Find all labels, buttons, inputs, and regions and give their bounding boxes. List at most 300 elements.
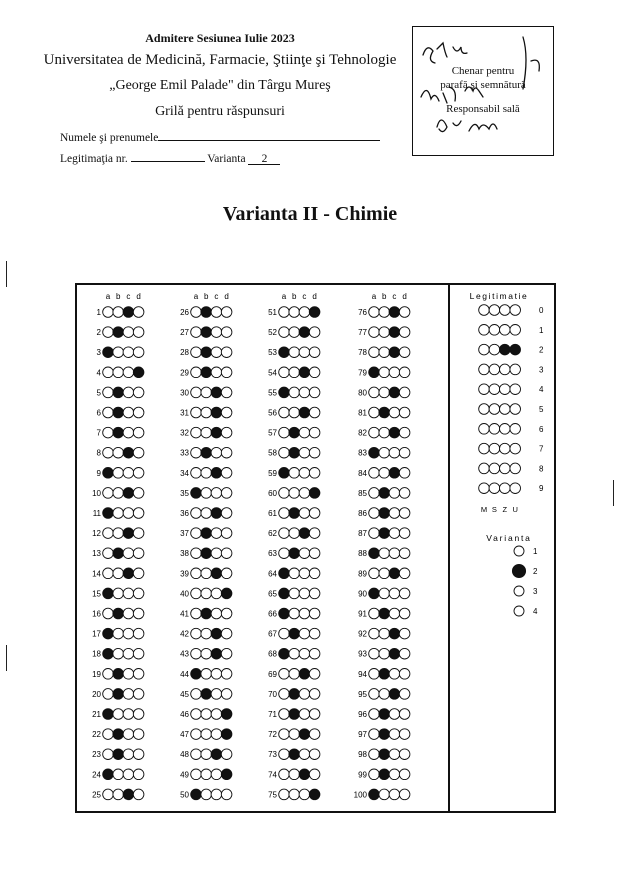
answer-bubble-q24-a[interactable] [103,769,114,780]
answer-bubble-q92-b[interactable] [379,628,390,639]
answer-bubble-q56-a[interactable] [279,407,290,418]
answer-bubble-q30-b[interactable] [201,387,212,398]
answer-bubble-q38-d[interactable] [221,548,232,559]
legitimatie-bubble-9-0[interactable] [479,483,490,494]
legitimatie-bubble-5-1[interactable] [489,404,500,415]
answer-bubble-q99-c[interactable] [389,769,400,780]
answer-bubble-q32-a[interactable] [191,427,202,438]
answer-bubble-q44-c[interactable] [211,669,222,680]
answer-bubble-q17-a[interactable] [103,628,114,639]
answer-bubble-q90-d[interactable] [399,588,410,599]
answer-bubble-q34-a[interactable] [191,468,202,479]
answer-bubble-q23-b[interactable] [113,749,124,760]
answer-bubble-q33-a[interactable] [191,447,202,458]
answer-bubble-q3-c[interactable] [123,347,134,358]
answer-bubble-q36-a[interactable] [191,508,202,519]
answer-bubble-q21-a[interactable] [103,709,114,720]
answer-bubble-q2-d[interactable] [133,327,144,338]
answer-bubble-q93-b[interactable] [379,648,390,659]
answer-bubble-q5-d[interactable] [133,387,144,398]
legitimatie-bubble-6-0[interactable] [479,424,490,435]
legitimatie-bubble-4-0[interactable] [479,384,490,395]
answer-bubble-q56-c[interactable] [299,407,310,418]
answer-bubble-q20-c[interactable] [123,689,134,700]
answer-bubble-q67-b[interactable] [289,628,300,639]
answer-bubble-q15-c[interactable] [123,588,134,599]
answer-bubble-q95-a[interactable] [369,689,380,700]
legitimatie-bubble-6-3[interactable] [510,424,521,435]
answer-bubble-q36-b[interactable] [201,508,212,519]
answer-bubble-q63-b[interactable] [289,548,300,559]
legitimatie-bubble-4-1[interactable] [489,384,500,395]
answer-bubble-q36-c[interactable] [211,508,222,519]
answer-bubble-q69-d[interactable] [309,669,320,680]
answer-bubble-q80-b[interactable] [379,387,390,398]
answer-bubble-q29-d[interactable] [221,367,232,378]
answer-bubble-q41-c[interactable] [211,608,222,619]
answer-bubble-q90-a[interactable] [369,588,380,599]
answer-bubble-q64-a[interactable] [279,568,290,579]
answer-bubble-q77-b[interactable] [379,327,390,338]
answer-bubble-q74-a[interactable] [279,769,290,780]
answer-bubble-q28-c[interactable] [211,347,222,358]
answer-bubble-q38-b[interactable] [201,548,212,559]
answer-bubble-q8-d[interactable] [133,447,144,458]
answer-bubble-q70-d[interactable] [309,689,320,700]
answer-bubble-q73-a[interactable] [279,749,290,760]
answer-bubble-q79-a[interactable] [369,367,380,378]
answer-bubble-q75-c[interactable] [299,789,310,800]
answer-bubble-q42-d[interactable] [221,628,232,639]
answer-bubble-q13-b[interactable] [113,548,124,559]
answer-bubble-q59-d[interactable] [309,468,320,479]
legitimatie-bubble-7-1[interactable] [489,443,500,454]
answer-bubble-q49-a[interactable] [191,769,202,780]
answer-bubble-q65-c[interactable] [299,588,310,599]
legitimatie-bubble-0-0[interactable] [479,305,490,316]
answer-bubble-q72-b[interactable] [289,729,300,740]
answer-bubble-q96-a[interactable] [369,709,380,720]
answer-bubble-q93-a[interactable] [369,648,380,659]
answer-bubble-q33-b[interactable] [201,447,212,458]
answer-bubble-q55-b[interactable] [289,387,300,398]
answer-bubble-q85-b[interactable] [379,488,390,499]
answer-bubble-q95-d[interactable] [399,689,410,700]
answer-bubble-q52-c[interactable] [299,327,310,338]
answer-bubble-q11-a[interactable] [103,508,114,519]
answer-bubble-q54-b[interactable] [289,367,300,378]
answer-bubble-q10-c[interactable] [123,488,134,499]
answer-bubble-q62-c[interactable] [299,528,310,539]
answer-bubble-q42-b[interactable] [201,628,212,639]
answer-bubble-q68-c[interactable] [299,648,310,659]
answer-bubble-q87-d[interactable] [399,528,410,539]
answer-bubble-q97-d[interactable] [399,729,410,740]
answer-bubble-q41-a[interactable] [191,608,202,619]
answer-bubble-q17-d[interactable] [133,628,144,639]
answer-bubble-q31-d[interactable] [221,407,232,418]
answer-bubble-q7-b[interactable] [113,427,124,438]
answer-bubble-q84-d[interactable] [399,468,410,479]
answer-bubble-q29-b[interactable] [201,367,212,378]
legitimatie-bubble-1-0[interactable] [479,325,490,336]
answer-bubble-q48-d[interactable] [221,749,232,760]
answer-bubble-q37-a[interactable] [191,528,202,539]
answer-bubble-q57-d[interactable] [309,427,320,438]
answer-bubble-q77-a[interactable] [369,327,380,338]
answer-bubble-q50-a[interactable] [191,789,202,800]
answer-bubble-q44-a[interactable] [191,669,202,680]
answer-bubble-q53-c[interactable] [299,347,310,358]
answer-bubble-q20-a[interactable] [103,689,114,700]
answer-bubble-q50-b[interactable] [201,789,212,800]
answer-bubble-q76-d[interactable] [399,307,410,318]
answer-bubble-q64-d[interactable] [309,568,320,579]
answer-bubble-q51-a[interactable] [279,307,290,318]
answer-bubble-q48-a[interactable] [191,749,202,760]
answer-bubble-q37-c[interactable] [211,528,222,539]
answer-bubble-q11-d[interactable] [133,508,144,519]
answer-bubble-q73-c[interactable] [299,749,310,760]
answer-bubble-q31-b[interactable] [201,407,212,418]
answer-bubble-q17-c[interactable] [123,628,134,639]
answer-bubble-q13-d[interactable] [133,548,144,559]
answer-bubble-q31-c[interactable] [211,407,222,418]
answer-bubble-q23-a[interactable] [103,749,114,760]
answer-bubble-q82-c[interactable] [389,427,400,438]
answer-bubble-q6-a[interactable] [103,407,114,418]
answer-bubble-q43-d[interactable] [221,648,232,659]
answer-bubble-q67-d[interactable] [309,628,320,639]
varianta-bubble-4[interactable] [514,606,524,616]
answer-bubble-q58-c[interactable] [299,447,310,458]
answer-bubble-q55-d[interactable] [309,387,320,398]
answer-bubble-q86-a[interactable] [369,508,380,519]
answer-bubble-q5-b[interactable] [113,387,124,398]
answer-bubble-q19-b[interactable] [113,669,124,680]
answer-bubble-q24-c[interactable] [123,769,134,780]
answer-bubble-q42-a[interactable] [191,628,202,639]
answer-bubble-q1-c[interactable] [123,307,134,318]
answer-bubble-q15-a[interactable] [103,588,114,599]
answer-bubble-q99-b[interactable] [379,769,390,780]
answer-bubble-q82-a[interactable] [369,427,380,438]
answer-bubble-q55-a[interactable] [279,387,290,398]
answer-bubble-q31-a[interactable] [191,407,202,418]
answer-bubble-q45-b[interactable] [201,689,212,700]
answer-bubble-q75-a[interactable] [279,789,290,800]
answer-bubble-q36-d[interactable] [221,508,232,519]
answer-bubble-q27-c[interactable] [211,327,222,338]
answer-bubble-q29-c[interactable] [211,367,222,378]
answer-bubble-q2-a[interactable] [103,327,114,338]
answer-bubble-q48-b[interactable] [201,749,212,760]
answer-bubble-q28-d[interactable] [221,347,232,358]
answer-bubble-q19-a[interactable] [103,669,114,680]
answer-bubble-q46-c[interactable] [211,709,222,720]
answer-bubble-q95-c[interactable] [389,689,400,700]
answer-bubble-q58-a[interactable] [279,447,290,458]
answer-bubble-q80-d[interactable] [399,387,410,398]
answer-bubble-q53-d[interactable] [309,347,320,358]
answer-bubble-q29-a[interactable] [191,367,202,378]
answer-bubble-q30-c[interactable] [211,387,222,398]
answer-bubble-q7-c[interactable] [123,427,134,438]
answer-bubble-q76-a[interactable] [369,307,380,318]
answer-bubble-q1-b[interactable] [113,307,124,318]
answer-bubble-q52-b[interactable] [289,327,300,338]
answer-bubble-q58-d[interactable] [309,447,320,458]
answer-bubble-q97-a[interactable] [369,729,380,740]
answer-bubble-q83-b[interactable] [379,447,390,458]
legitimatie-bubble-2-1[interactable] [489,344,500,355]
answer-bubble-q4-d[interactable] [133,367,144,378]
answer-bubble-q67-a[interactable] [279,628,290,639]
legitimatie-bubble-7-2[interactable] [500,443,511,454]
answer-bubble-q47-c[interactable] [211,729,222,740]
answer-bubble-q37-d[interactable] [221,528,232,539]
answer-bubble-q74-b[interactable] [289,769,300,780]
answer-bubble-q18-d[interactable] [133,648,144,659]
answer-bubble-q78-d[interactable] [399,347,410,358]
answer-bubble-q69-c[interactable] [299,669,310,680]
answer-bubble-q84-b[interactable] [379,468,390,479]
answer-bubble-q27-a[interactable] [191,327,202,338]
answer-bubble-q56-d[interactable] [309,407,320,418]
legitimatie-bubble-2-2[interactable] [500,344,511,355]
answer-bubble-q1-d[interactable] [133,307,144,318]
answer-bubble-q71-b[interactable] [289,709,300,720]
answer-bubble-q57-a[interactable] [279,427,290,438]
answer-bubble-q86-c[interactable] [389,508,400,519]
answer-bubble-q11-b[interactable] [113,508,124,519]
answer-bubble-q88-d[interactable] [399,548,410,559]
answer-bubble-q18-c[interactable] [123,648,134,659]
answer-bubble-q74-c[interactable] [299,769,310,780]
answer-bubble-q91-b[interactable] [379,608,390,619]
answer-bubble-q32-b[interactable] [201,427,212,438]
legitimatie-bubble-5-3[interactable] [510,404,521,415]
answer-bubble-q81-d[interactable] [399,407,410,418]
answer-bubble-q21-d[interactable] [133,709,144,720]
answer-bubble-q88-b[interactable] [379,548,390,559]
answer-bubble-q62-b[interactable] [289,528,300,539]
answer-bubble-q4-c[interactable] [123,367,134,378]
answer-bubble-q79-b[interactable] [379,367,390,378]
answer-bubble-q23-c[interactable] [123,749,134,760]
answer-bubble-q45-d[interactable] [221,689,232,700]
answer-bubble-q84-a[interactable] [369,468,380,479]
answer-bubble-q3-a[interactable] [103,347,114,358]
answer-bubble-q34-b[interactable] [201,468,212,479]
answer-bubble-q41-d[interactable] [221,608,232,619]
answer-bubble-q60-d[interactable] [309,488,320,499]
answer-bubble-q80-a[interactable] [369,387,380,398]
answer-bubble-q97-b[interactable] [379,729,390,740]
answer-bubble-q35-c[interactable] [211,488,222,499]
legitimatie-bubble-0-2[interactable] [500,305,511,316]
answer-bubble-q33-c[interactable] [211,447,222,458]
legitimatie-bubble-6-1[interactable] [489,424,500,435]
answer-bubble-q12-b[interactable] [113,528,124,539]
answer-bubble-q25-a[interactable] [103,789,114,800]
answer-bubble-q94-a[interactable] [369,669,380,680]
answer-bubble-q98-b[interactable] [379,749,390,760]
answer-bubble-q10-d[interactable] [133,488,144,499]
answer-bubble-q91-d[interactable] [399,608,410,619]
answer-bubble-q79-d[interactable] [399,367,410,378]
answer-bubble-q4-a[interactable] [103,367,114,378]
answer-bubble-q94-d[interactable] [399,669,410,680]
answer-bubble-q44-d[interactable] [221,669,232,680]
answer-bubble-q53-b[interactable] [289,347,300,358]
answer-bubble-q8-a[interactable] [103,447,114,458]
answer-bubble-q1-a[interactable] [103,307,114,318]
answer-bubble-q14-c[interactable] [123,568,134,579]
answer-bubble-q59-b[interactable] [289,468,300,479]
answer-bubble-q43-a[interactable] [191,648,202,659]
answer-bubble-q54-c[interactable] [299,367,310,378]
answer-bubble-q71-d[interactable] [309,709,320,720]
answer-bubble-q15-d[interactable] [133,588,144,599]
legitimatie-bubble-7-3[interactable] [510,443,521,454]
answer-bubble-q40-b[interactable] [201,588,212,599]
answer-bubble-q24-d[interactable] [133,769,144,780]
answer-bubble-q99-d[interactable] [399,769,410,780]
answer-bubble-q35-d[interactable] [221,488,232,499]
answer-bubble-q60-b[interactable] [289,488,300,499]
answer-bubble-q63-d[interactable] [309,548,320,559]
answer-bubble-q65-b[interactable] [289,588,300,599]
answer-bubble-q51-b[interactable] [289,307,300,318]
answer-bubble-q61-a[interactable] [279,508,290,519]
answer-bubble-q87-c[interactable] [389,528,400,539]
answer-bubble-q28-a[interactable] [191,347,202,358]
answer-bubble-q93-d[interactable] [399,648,410,659]
answer-bubble-q89-b[interactable] [379,568,390,579]
answer-bubble-q57-c[interactable] [299,427,310,438]
legitimatie-bubble-1-1[interactable] [489,325,500,336]
legitimatie-bubble-7-0[interactable] [479,443,490,454]
answer-bubble-q82-b[interactable] [379,427,390,438]
answer-bubble-q70-c[interactable] [299,689,310,700]
answer-bubble-q26-c[interactable] [211,307,222,318]
answer-bubble-q94-b[interactable] [379,669,390,680]
answer-bubble-q46-d[interactable] [221,709,232,720]
answer-bubble-q6-c[interactable] [123,407,134,418]
answer-bubble-q43-c[interactable] [211,648,222,659]
answer-bubble-q23-d[interactable] [133,749,144,760]
legitimatie-bubble-6-2[interactable] [500,424,511,435]
answer-bubble-q93-c[interactable] [389,648,400,659]
answer-bubble-q87-a[interactable] [369,528,380,539]
answer-bubble-q59-c[interactable] [299,468,310,479]
answer-bubble-q28-b[interactable] [201,347,212,358]
answer-bubble-q86-b[interactable] [379,508,390,519]
answer-bubble-q69-b[interactable] [289,669,300,680]
answer-bubble-q40-d[interactable] [221,588,232,599]
answer-bubble-q75-d[interactable] [309,789,320,800]
answer-bubble-q12-d[interactable] [133,528,144,539]
answer-bubble-q91-a[interactable] [369,608,380,619]
answer-bubble-q83-a[interactable] [369,447,380,458]
answer-bubble-q47-d[interactable] [221,729,232,740]
answer-bubble-q9-b[interactable] [113,468,124,479]
answer-bubble-q70-b[interactable] [289,689,300,700]
answer-bubble-q66-c[interactable] [299,608,310,619]
legitimatie-bubble-1-2[interactable] [500,325,511,336]
answer-bubble-q61-c[interactable] [299,508,310,519]
answer-bubble-q80-c[interactable] [389,387,400,398]
answer-bubble-q7-a[interactable] [103,427,114,438]
answer-bubble-q89-c[interactable] [389,568,400,579]
answer-bubble-q8-b[interactable] [113,447,124,458]
answer-bubble-q35-a[interactable] [191,488,202,499]
answer-bubble-q54-a[interactable] [279,367,290,378]
answer-bubble-q56-b[interactable] [289,407,300,418]
answer-bubble-q18-b[interactable] [113,648,124,659]
answer-bubble-q21-c[interactable] [123,709,134,720]
answer-bubble-q53-a[interactable] [279,347,290,358]
answer-bubble-q85-d[interactable] [399,488,410,499]
answer-bubble-q89-d[interactable] [399,568,410,579]
answer-bubble-q22-b[interactable] [113,729,124,740]
answer-bubble-q17-b[interactable] [113,628,124,639]
answer-bubble-q64-c[interactable] [299,568,310,579]
answer-bubble-q79-c[interactable] [389,367,400,378]
answer-bubble-q22-d[interactable] [133,729,144,740]
answer-bubble-q16-d[interactable] [133,608,144,619]
answer-bubble-q6-b[interactable] [113,407,124,418]
answer-bubble-q42-c[interactable] [211,628,222,639]
answer-bubble-q85-c[interactable] [389,488,400,499]
answer-bubble-q92-a[interactable] [369,628,380,639]
answer-bubble-q81-c[interactable] [389,407,400,418]
answer-bubble-q72-c[interactable] [299,729,310,740]
answer-bubble-q55-c[interactable] [299,387,310,398]
answer-bubble-q47-a[interactable] [191,729,202,740]
answer-bubble-q92-c[interactable] [389,628,400,639]
answer-bubble-q40-c[interactable] [211,588,222,599]
answer-bubble-q61-d[interactable] [309,508,320,519]
answer-bubble-q98-c[interactable] [389,749,400,760]
legitimatie-bubble-8-3[interactable] [510,463,521,474]
answer-bubble-q10-a[interactable] [103,488,114,499]
answer-bubble-q32-c[interactable] [211,427,222,438]
legitimatie-bubble-0-3[interactable] [510,305,521,316]
answer-bubble-q77-c[interactable] [389,327,400,338]
answer-bubble-q70-a[interactable] [279,689,290,700]
answer-bubble-q21-b[interactable] [113,709,124,720]
legitimatie-bubble-9-3[interactable] [510,483,521,494]
answer-bubble-q59-a[interactable] [279,468,290,479]
varianta-bubble-2[interactable] [512,564,525,577]
answer-bubble-q38-c[interactable] [211,548,222,559]
answer-bubble-q90-b[interactable] [379,588,390,599]
answer-bubble-q73-b[interactable] [289,749,300,760]
answer-bubble-q78-a[interactable] [369,347,380,358]
answer-bubble-q22-c[interactable] [123,729,134,740]
answer-bubble-q5-c[interactable] [123,387,134,398]
answer-bubble-q97-c[interactable] [389,729,400,740]
answer-bubble-q35-b[interactable] [201,488,212,499]
answer-bubble-q34-c[interactable] [211,468,222,479]
answer-bubble-q12-c[interactable] [123,528,134,539]
answer-bubble-q20-d[interactable] [133,689,144,700]
answer-bubble-q44-b[interactable] [201,669,212,680]
answer-bubble-q14-a[interactable] [103,568,114,579]
answer-bubble-q66-b[interactable] [289,608,300,619]
